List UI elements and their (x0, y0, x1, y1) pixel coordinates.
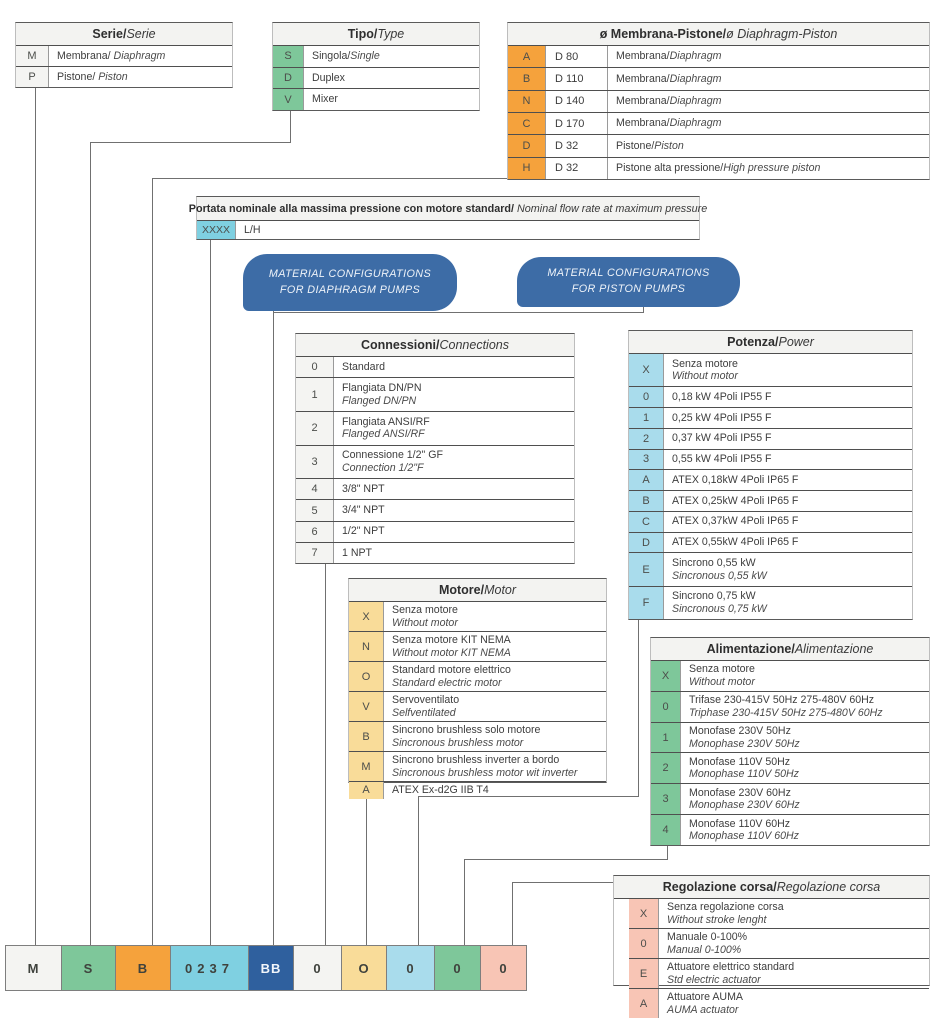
description-cell: 3/4" NPT (342, 504, 385, 517)
code-cell-5: BB (248, 945, 294, 991)
code-key-cell: N (349, 632, 384, 661)
code-cell-2: S (61, 945, 116, 991)
connector-line (152, 178, 153, 945)
code-key-cell: 0 (629, 387, 664, 407)
table-row (629, 429, 912, 450)
description-cell: Flangiata ANSI/RF Flanged ANSI/RF (342, 415, 430, 441)
description-cell: Attuatore elettrico standard Std electric actuator (667, 961, 795, 986)
table-row (16, 67, 232, 87)
table-row (629, 533, 912, 554)
table-row (629, 959, 929, 989)
code-key-cell: A (508, 46, 546, 67)
code-key-cell: 0 (651, 692, 681, 722)
table-row (296, 522, 574, 543)
description-cell: Mixer (312, 93, 338, 106)
connector-line (273, 312, 644, 313)
table-row (349, 722, 606, 752)
code-key-cell: V (273, 89, 304, 110)
diameter-cell: D 80 (546, 46, 608, 67)
description-cell: 0,37 kW 4Poli IP55 F (672, 432, 772, 445)
connector-line (35, 88, 36, 945)
table-row (629, 354, 912, 387)
table-row (629, 408, 912, 429)
table-row (629, 450, 912, 471)
table-row (296, 543, 574, 563)
code-key-cell: B (508, 68, 546, 89)
tipo-table (272, 22, 480, 111)
connector-line (366, 783, 367, 945)
connector-line (512, 882, 513, 945)
connector-line (90, 142, 91, 945)
code-key-cell: 3 (651, 784, 681, 814)
table-row (651, 753, 929, 784)
code-key-cell: F (629, 587, 664, 619)
connector-line (464, 859, 465, 945)
code-key-cell: D (273, 68, 304, 89)
description-cell: 0,55 kW 4Poli IP55 F (672, 453, 772, 466)
code-key-cell: A (629, 470, 664, 490)
description-cell: ATEX 0,55kW 4Poli IP65 F (672, 536, 799, 549)
table-row (629, 470, 912, 491)
code-key-cell: 2 (651, 753, 681, 783)
code-key-cell: S (273, 46, 304, 67)
material-config-diaphragm-button[interactable]: MATERIAL CONFIGURATIONS FOR DIAPHRAGM PUMPS (243, 254, 457, 311)
connections-table (295, 333, 575, 564)
table-row (629, 387, 912, 408)
code-key-cell: 4 (651, 815, 681, 845)
motor-table-header: Motore/ Motor (349, 579, 606, 602)
table-row (629, 989, 929, 1018)
code-key-cell: 1 (296, 378, 334, 411)
description-cell: Pistone alta pressione/High pressure piston (616, 162, 821, 175)
description-cell: ATEX 0,18kW 4Poli IP65 F (672, 473, 799, 486)
code-key-cell: A (349, 782, 384, 799)
connector-line (512, 882, 613, 883)
connector-line (152, 178, 528, 179)
table-row (651, 784, 929, 815)
table-row (197, 221, 699, 239)
table-row (296, 378, 574, 412)
table-row (629, 491, 912, 512)
stroke-adjustment-table-header: Regolazione corsa/ Regolazione corsa (614, 876, 929, 899)
stroke-adjustment-table (613, 875, 930, 1016)
description-cell: Senza motore Without motor (392, 604, 458, 629)
code-key-cell: 2 (629, 429, 664, 449)
model-code-row (5, 945, 527, 991)
description-cell: 3/8" NPT (342, 483, 385, 496)
diaphragm-piston-table-header: ø Membrana-Pistone/ ø Diaphragm-Piston (508, 23, 929, 46)
code-key-cell: E (629, 553, 664, 585)
description-cell: Trifase 230-415V 50Hz 275-480V 60Hz Triphase 230-415V 50Hz 275-480V 60Hz (689, 694, 883, 719)
description-cell: Monofase 110V 60Hz Monophase 110V 60Hz (689, 817, 799, 843)
code-key-cell: P (16, 67, 49, 87)
code-key-cell: 4 (296, 479, 334, 499)
table-row (629, 553, 912, 586)
description-cell: 0,18 kW 4Poli IP55 F (672, 390, 772, 403)
description-cell: Standard motore elettrico Standard electric motor (392, 664, 511, 689)
description-cell: Attuatore AUMA AUMA actuator (667, 991, 743, 1016)
power-table-header: Potenza/ Power (629, 331, 912, 354)
code-key-cell: X (651, 661, 681, 691)
diameter-cell: D 32 (546, 158, 608, 179)
description-cell: 1 NPT (342, 546, 373, 559)
table-row (651, 692, 929, 723)
table-row (629, 587, 912, 619)
table-row (349, 692, 606, 722)
code-key-cell: 1 (651, 723, 681, 753)
description-cell: Sincrono 0,55 kW Sincronous 0,55 kW (672, 557, 767, 582)
connector-line (667, 846, 668, 859)
table-row (16, 46, 232, 67)
code-key-cell: A (629, 989, 659, 1018)
table-row (508, 68, 929, 90)
description-cell: Senza motore KIT NEMA Without motor KIT NEMA (392, 634, 511, 659)
code-key-cell: C (629, 512, 664, 532)
table-row (273, 46, 479, 68)
table-row (508, 135, 929, 157)
table-row (508, 46, 929, 68)
description-cell: Pistone/ Piston (57, 70, 128, 83)
description-cell: Membrana/ Diaphragm (57, 49, 166, 62)
table-row (629, 512, 912, 533)
connector-line (325, 564, 326, 945)
code-key-cell: B (629, 491, 664, 511)
code-key-cell: 5 (296, 500, 334, 520)
code-key-cell: V (349, 692, 384, 721)
table-row (508, 113, 929, 135)
connector-line (210, 240, 211, 945)
code-key-cell: 1 (629, 408, 664, 428)
motor-table (348, 578, 607, 797)
description-cell: Standard (342, 360, 385, 373)
code-key-cell: 7 (296, 543, 334, 563)
diameter-cell: D 170 (546, 113, 608, 134)
connector-line (290, 111, 291, 142)
connector-line (273, 308, 274, 945)
code-cell-6: 0 (293, 945, 342, 991)
description-cell: Monofase 110V 50Hz Monophase 110V 50Hz (689, 755, 799, 781)
table-row (349, 782, 606, 799)
code-key-cell: 3 (296, 446, 334, 479)
table-row (349, 662, 606, 692)
description-cell: Monofase 230V 50Hz Monophase 230V 50Hz (689, 725, 800, 750)
code-cell-9: 0 (434, 945, 481, 991)
connector-line (90, 142, 291, 143)
description-cell: Duplex (312, 71, 345, 84)
description-cell: ATEX Ex-d2G IIB T4 (392, 784, 489, 796)
flow-rate-key-cell: XXXX (197, 221, 236, 239)
table-row (296, 357, 574, 378)
serie-table-header: Serie/ Serie (16, 23, 232, 46)
diameter-cell: D 140 (546, 91, 608, 112)
description-cell: Senza regolazione corsa Without stroke lenght (667, 901, 784, 926)
code-key-cell: B (349, 722, 384, 751)
serie-table (15, 22, 233, 88)
table-row (651, 723, 929, 754)
code-key-cell: X (349, 602, 384, 631)
description-cell: Monofase 230V 60Hz Monophase 230V 60Hz (689, 786, 800, 812)
description-cell: Membrana/Diaphragm (616, 72, 722, 85)
table-row (296, 479, 574, 500)
code-key-cell: 3 (629, 450, 664, 470)
description-cell: Senza motore Without motor (672, 357, 738, 383)
code-key-cell: D (508, 135, 546, 156)
table-row (651, 815, 929, 845)
description-cell: 1/2" NPT (342, 525, 385, 538)
description-cell: Membrana/Diaphragm (616, 95, 722, 108)
code-key-cell: 0 (296, 357, 334, 377)
code-key-cell: 6 (296, 522, 334, 542)
diaphragm-piston-table (507, 22, 930, 180)
code-cell-10: 0 (480, 945, 527, 991)
code-key-cell: X (629, 899, 659, 928)
code-key-cell: 2 (296, 412, 334, 445)
description-cell: Manuale 0-100% Manual 0-100% (667, 931, 748, 956)
description-cell: Membrana/Diaphragm (616, 50, 722, 63)
code-key-cell: M (349, 752, 384, 781)
power-supply-table (650, 637, 930, 846)
code-key-cell: C (508, 113, 546, 134)
code-cell-8: 0 (386, 945, 435, 991)
description-cell: Membrana/Diaphragm (616, 117, 722, 130)
connector-line (638, 620, 639, 796)
code-key-cell: O (349, 662, 384, 691)
description-cell: Sincrono brushless solo motore Sincronous brushless motor (392, 724, 541, 749)
material-config-piston-button[interactable]: MATERIAL CONFIGURATIONS FOR PISTON PUMPS (517, 257, 740, 307)
table-row (296, 500, 574, 521)
flow-rate-table (188, 196, 708, 240)
diameter-cell: D 110 (546, 68, 608, 89)
description-cell: Sincrono brushless inverter a bordo Sincronous brushless motor wit inverter (392, 754, 578, 779)
code-cell-1: M (5, 945, 62, 991)
table-row (651, 661, 929, 692)
table-row (629, 929, 929, 959)
description-cell: Singola/Single (312, 50, 380, 63)
power-table (628, 330, 913, 620)
code-key-cell: D (629, 533, 664, 553)
table-row (508, 158, 929, 179)
description-cell: Senza motore Without motor (689, 663, 755, 688)
diameter-cell: D 32 (546, 135, 608, 156)
description-cell: ATEX 0,37kW 4Poli IP65 F (672, 515, 799, 528)
code-key-cell: E (629, 959, 659, 988)
description-cell: ATEX 0,25kW 4Poli IP65 F (672, 494, 799, 507)
table-row (273, 89, 479, 110)
connector-line (418, 796, 419, 945)
code-key-cell: X (629, 354, 664, 386)
code-key-cell: 0 (629, 929, 659, 958)
description-cell: Sincrono 0,75 kW Sincronous 0,75 kW (672, 590, 767, 615)
description-cell: Flangiata DN/PN Flanged DN/PN (342, 382, 422, 407)
description-cell: Connessione 1/2" GF Connection 1/2"F (342, 449, 443, 474)
connections-table-header: Connessioni/ Connections (296, 334, 574, 357)
flow-rate-table-header: Portata nominale alla massima pressione con motore standard/ Nominal flow rate at maximum pressure (197, 197, 699, 221)
code-cell-7: O (341, 945, 387, 991)
code-cell-4: 0237 (170, 945, 249, 991)
table-row (349, 602, 606, 632)
table-row (296, 446, 574, 480)
table-row (273, 68, 479, 90)
table-row (629, 899, 929, 929)
description-cell: Servoventilato Selfventilated (392, 694, 460, 719)
code-key-cell: N (508, 91, 546, 112)
table-row (296, 412, 574, 446)
connector-line (464, 859, 668, 860)
code-cell-3: B (115, 945, 171, 991)
code-key-cell: H (508, 158, 546, 179)
tipo-table-header: Tipo/ Type (273, 23, 479, 46)
table-row (349, 632, 606, 662)
table-row (349, 752, 606, 782)
power-supply-table-header: Alimentazione/ Alimentazione (651, 638, 929, 661)
flow-rate-unit-cell: L/H (244, 223, 261, 236)
code-key-cell: M (16, 46, 49, 66)
description-cell: 0,25 kW 4Poli IP55 F (672, 411, 772, 424)
description-cell: Pistone/Piston (616, 139, 684, 152)
table-row (508, 91, 929, 113)
